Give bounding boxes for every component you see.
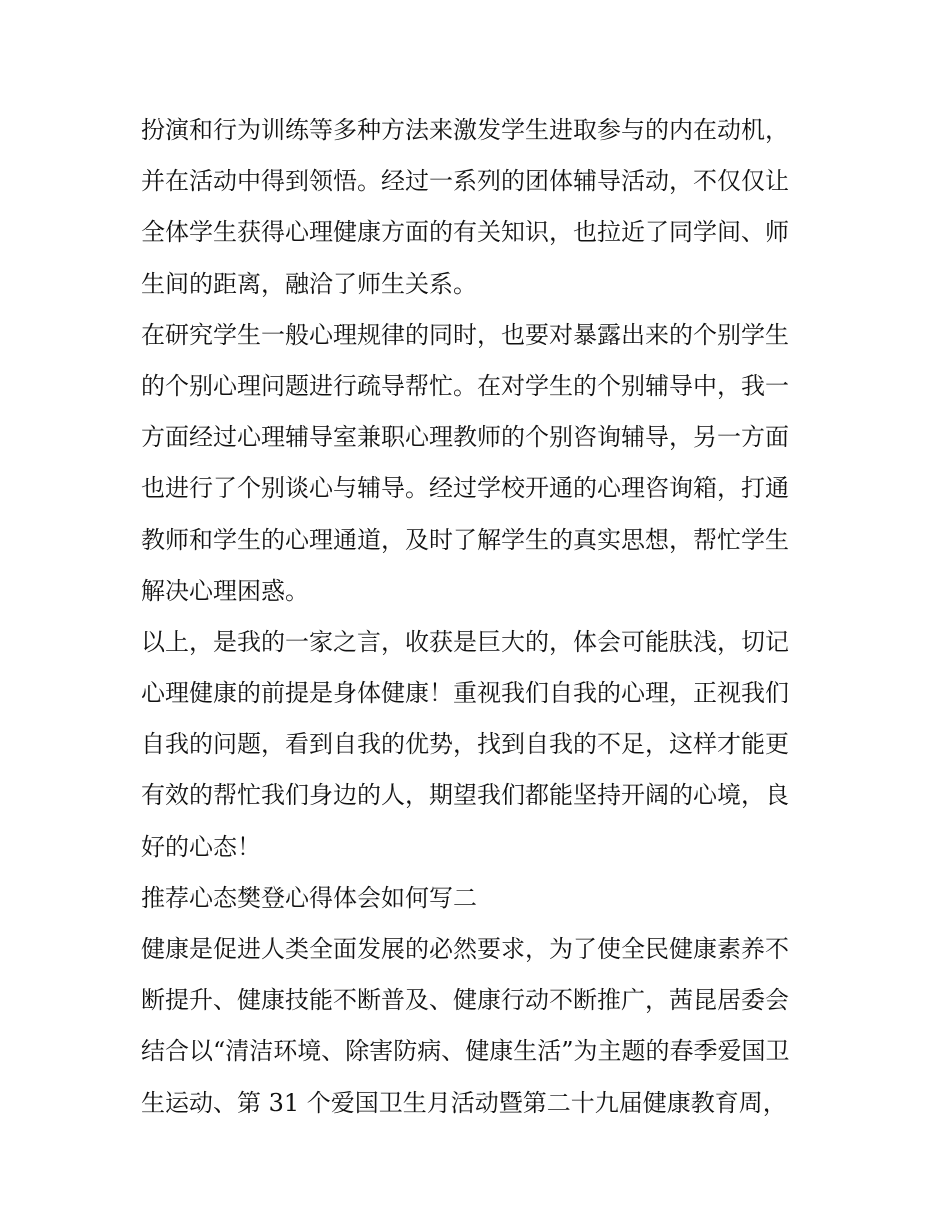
text-line: 方面经过心理辅导室兼职心理教师的个别咨询辅导，另一方面 [141,423,789,452]
text-line: 健康是促进人类全面发展的必然要求，为了使全民健康素养不 [141,935,789,963]
text-line: 教师和学生的心理通道，及时了解学生的真实思想，帮忙学生 [141,525,789,554]
text-line: 解决心理困惑。 [141,576,309,605]
text-line: 生间的距离，融洽了师生关系。 [141,269,477,298]
text-line: 以上，是我的一家之言，收获是巨大的，体会可能肤浅，切记 [141,627,789,656]
text-line: 也进行了个别谈心与辅导。经过学校开通的心理咨询箱，打通 [141,474,789,503]
text-line: 断提升、健康技能不断普及、健康行动不断推广，茜昆居委会 [141,986,789,1015]
text-line: 结合以“清洁环境、除害防病、健康生活”为主题的春季爱国卫 [141,1037,790,1066]
text-line: 心理健康的前提是身体健康！重视我们自我的心理，正视我们 [141,679,789,708]
text-line: 扮演和行为训练等多种方法来激发学生进取参与的内在动机， [141,116,789,144]
document-body [141,105,816,1129]
text-line: 自我的问题，看到自我的优势，找到自我的不足，这样才能更 [141,730,789,759]
text-line: 在研究学生一般心理规律的同时，也要对暴露出来的个别学生 [141,320,789,349]
text-line: 生运动、第 31 个爱国卫生月活动暨第二十九届健康教育周， [141,1088,787,1117]
text-line: 并在活动中得到领悟。经过一系列的团体辅导活动，不仅仅让 [141,167,789,196]
text-line: 的个别心理问题进行疏导帮忙。在对学生的个别辅导中，我一 [141,371,789,400]
text-line: 好的心态！ [141,832,261,861]
text-line: 全体学生获得心理健康方面的有关知识，也拉近了同学间、师 [141,218,789,247]
text-line: 有效的帮忙我们身边的人，期望我们都能坚持开阔的心境，良 [141,781,789,810]
section-heading: 推荐心态樊登心得体会如何写二 [141,883,477,912]
